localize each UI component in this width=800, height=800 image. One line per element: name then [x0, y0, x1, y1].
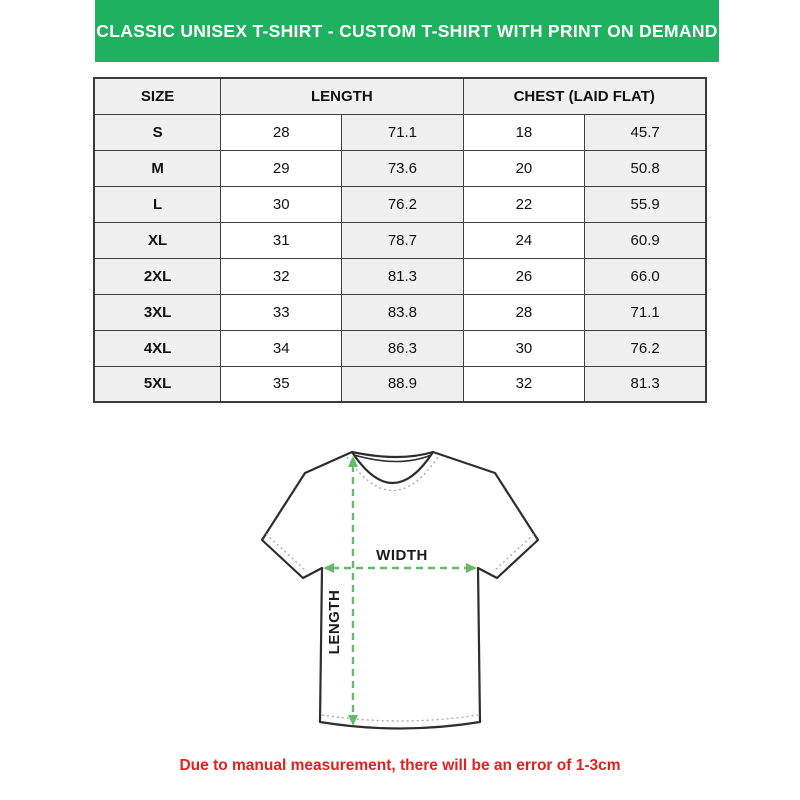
chest-in-cell: 30	[463, 330, 585, 366]
chest-cm-cell: 50.8	[585, 150, 706, 186]
chest-in-cell: 32	[463, 366, 585, 402]
size-chart-table	[93, 77, 707, 403]
length-in-cell: 29	[221, 150, 342, 186]
table-row	[94, 150, 706, 186]
size-cell: L	[94, 186, 221, 222]
title-banner	[95, 0, 719, 62]
length-cm-cell: 78.7	[342, 222, 463, 258]
length-cm-cell: 76.2	[342, 186, 463, 222]
chest-in-cell: 18	[463, 114, 585, 150]
length-cm-cell: 83.8	[342, 294, 463, 330]
chest-cm-cell: 45.7	[585, 114, 706, 150]
measurement-disclaimer: Due to manual measurement, there will be an error of 1-3cm	[179, 757, 621, 774]
length-in-cell: 28	[221, 114, 342, 150]
length-cm-cell: 73.6	[342, 150, 463, 186]
length-cm-cell: 81.3	[342, 258, 463, 294]
size-cell: 5XL	[94, 366, 221, 402]
chest-cm-cell: 60.9	[585, 222, 706, 258]
length-arrow-label: LENGTH	[326, 589, 343, 655]
table-row	[94, 258, 706, 294]
length-in-cell: 34	[221, 330, 342, 366]
size-cell: XL	[94, 222, 221, 258]
chest-cm-cell: 76.2	[585, 330, 706, 366]
header-chest: CHEST (LAID FLAT)	[463, 78, 706, 114]
length-in-cell: 30	[221, 186, 342, 222]
table-header-row	[94, 78, 706, 114]
length-in-cell: 35	[221, 366, 342, 402]
tshirt-outline	[262, 452, 538, 729]
chest-cm-cell: 71.1	[585, 294, 706, 330]
chest-in-cell: 28	[463, 294, 585, 330]
length-cm-cell: 71.1	[342, 114, 463, 150]
length-cm-cell: 88.9	[342, 366, 463, 402]
size-cell: S	[94, 114, 221, 150]
size-cell: 4XL	[94, 330, 221, 366]
chest-cm-cell: 55.9	[585, 186, 706, 222]
chest-in-cell: 24	[463, 222, 585, 258]
header-size: SIZE	[94, 78, 221, 114]
size-cell: 3XL	[94, 294, 221, 330]
table-row	[94, 114, 706, 150]
length-cm-cell: 86.3	[342, 330, 463, 366]
chest-in-cell: 26	[463, 258, 585, 294]
table-row	[94, 186, 706, 222]
length-in-cell: 32	[221, 258, 342, 294]
size-cell: M	[94, 150, 221, 186]
chest-in-cell: 22	[463, 186, 585, 222]
page-title: CLASSIC UNISEX T-SHIRT - CUSTOM T-SHIRT WITH PRINT ON DEMAND	[96, 20, 718, 41]
size-cell: 2XL	[94, 258, 221, 294]
width-arrow-label: WIDTH	[376, 547, 428, 564]
tshirt-diagram	[240, 440, 560, 760]
header-length: LENGTH	[221, 78, 463, 114]
table-row	[94, 330, 706, 366]
length-in-cell: 33	[221, 294, 342, 330]
length-in-cell: 31	[221, 222, 342, 258]
chest-in-cell: 20	[463, 150, 585, 186]
table-row	[94, 222, 706, 258]
table-row	[94, 294, 706, 330]
table-row	[94, 366, 706, 402]
chest-cm-cell: 66.0	[585, 258, 706, 294]
chest-cm-cell: 81.3	[585, 366, 706, 402]
